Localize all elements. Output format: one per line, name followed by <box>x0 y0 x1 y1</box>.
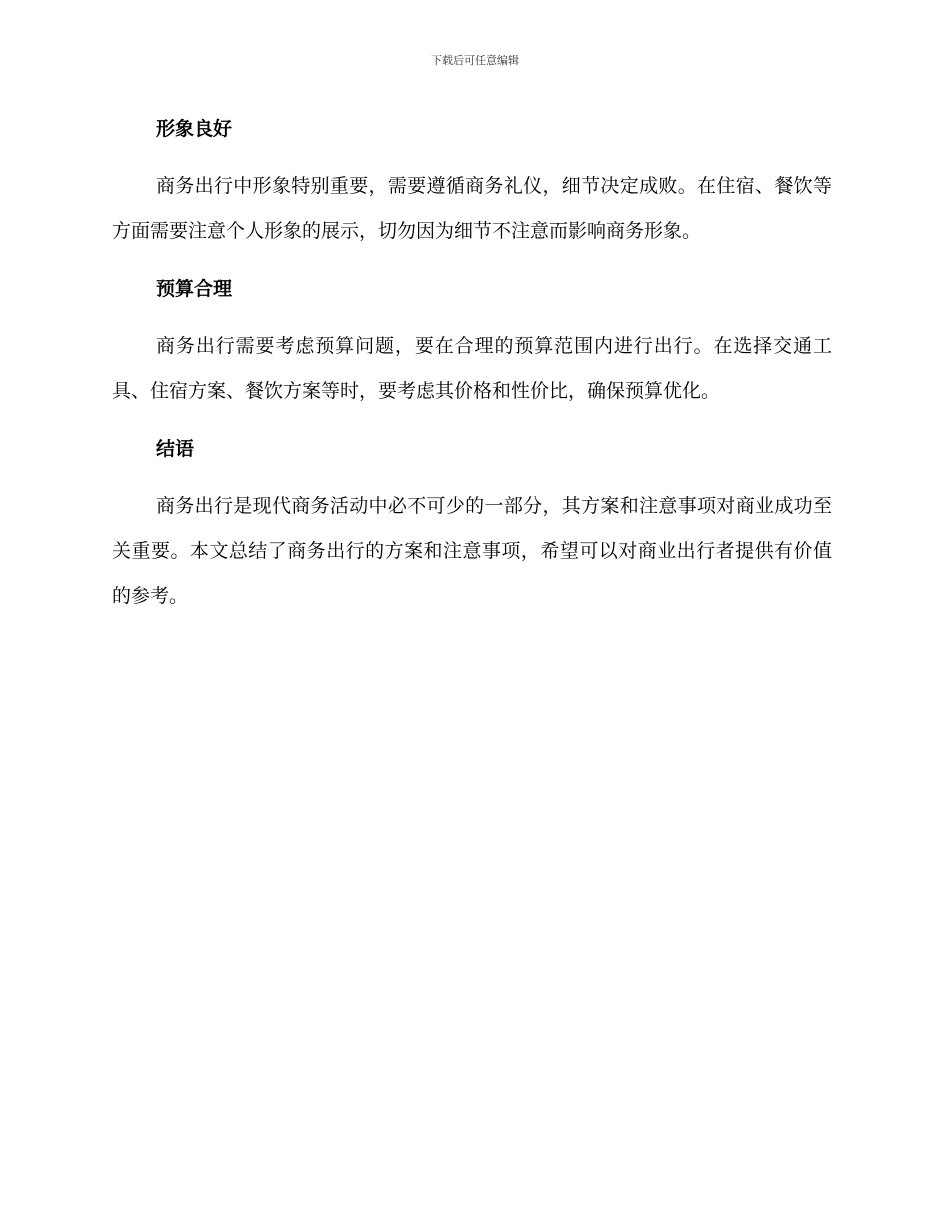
section-paragraph-budget: 商务出行需要考虑预算问题，要在合理的预算范围内进行出行。在选择交通工具、住宿方案、餐饮方案等时，要考虑其价格和性价比，确保预算优化。 <box>112 335 832 402</box>
section-paragraph-image: 商务出行中形象特别重要，需要遵循商务礼仪，细节决定成败。在住宿、餐饮等方面需要注意个人形象的展示，切勿因为细节不注意而影响商务形象。 <box>112 175 832 242</box>
section-paragraph-conclusion: 商务出行是现代商务活动中必不可少的一部分，其方案和注意事项对商业成功至关重要。本文总结了商务出行的方案和注意事项，希望可以对商业出行者提供有价值的参考。 <box>112 495 832 607</box>
section-title-conclusion: 结语 <box>156 438 195 460</box>
section-title-image: 形象良好 <box>156 118 233 140</box>
section-title-budget: 预算合理 <box>156 278 233 300</box>
page-header: 下载后可任意编辑 <box>431 54 519 67</box>
document-body <box>112 110 832 619</box>
